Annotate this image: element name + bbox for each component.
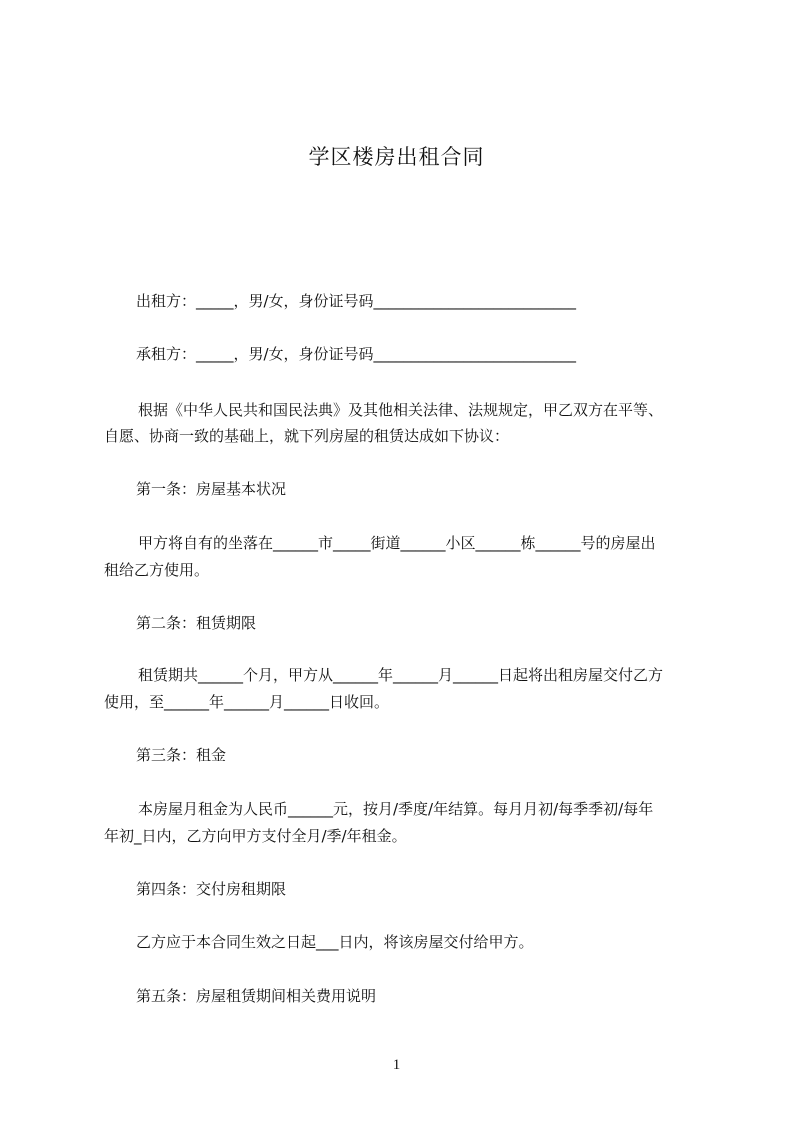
preamble-line-2: 自愿、协商一致的基础上，就下列房屋的租赁达成如下协议：: [104, 427, 510, 445]
lessee-line: 承租方：_____，男/女，身份证号码___________________________: [136, 345, 577, 363]
article-2-line-2: 使用，至______年______月______日收回。: [104, 693, 390, 711]
article-4-line-1: 乙方应于本合同生效之日起___日内，将该房屋交付给甲方。: [136, 933, 534, 951]
article-3-heading: 第三条：租金: [136, 746, 227, 764]
article-3-line-2: 年初_日内，乙方向甲方支付全月/季/年租金。: [104, 827, 407, 845]
article-1-line-2: 租给乙方使用。: [104, 561, 210, 579]
article-1-line-1: 甲方将自有的坐落在______市_____街道______小区______栋______号的房屋出: [138, 534, 656, 552]
article-3-line-1: 本房屋月租金为人民币______元，按月/季度/年结算。每月月初/每季季初/每年: [138, 800, 654, 818]
document-title: 学区楼房出租合同: [308, 145, 485, 169]
page-number: 1: [392, 1057, 401, 1073]
article-5-heading: 第五条：房屋租赁期间相关费用说明: [136, 987, 377, 1005]
article-4-heading: 第四条：交付房租期限: [136, 880, 287, 898]
article-2-heading: 第二条：租赁期限: [136, 614, 257, 632]
article-2-line-1: 租赁期共______个月，甲方从______年______月______日起将出租房屋交付乙方: [138, 666, 664, 684]
lessor-line: 出租方：_____，男/女，身份证号码___________________________: [136, 292, 577, 310]
preamble-line-1: 根据《中华人民共和国民法典》及其他相关法律、法规规定，甲乙双方在平等、: [138, 401, 664, 419]
article-1-heading: 第一条：房屋基本状况: [136, 480, 287, 498]
